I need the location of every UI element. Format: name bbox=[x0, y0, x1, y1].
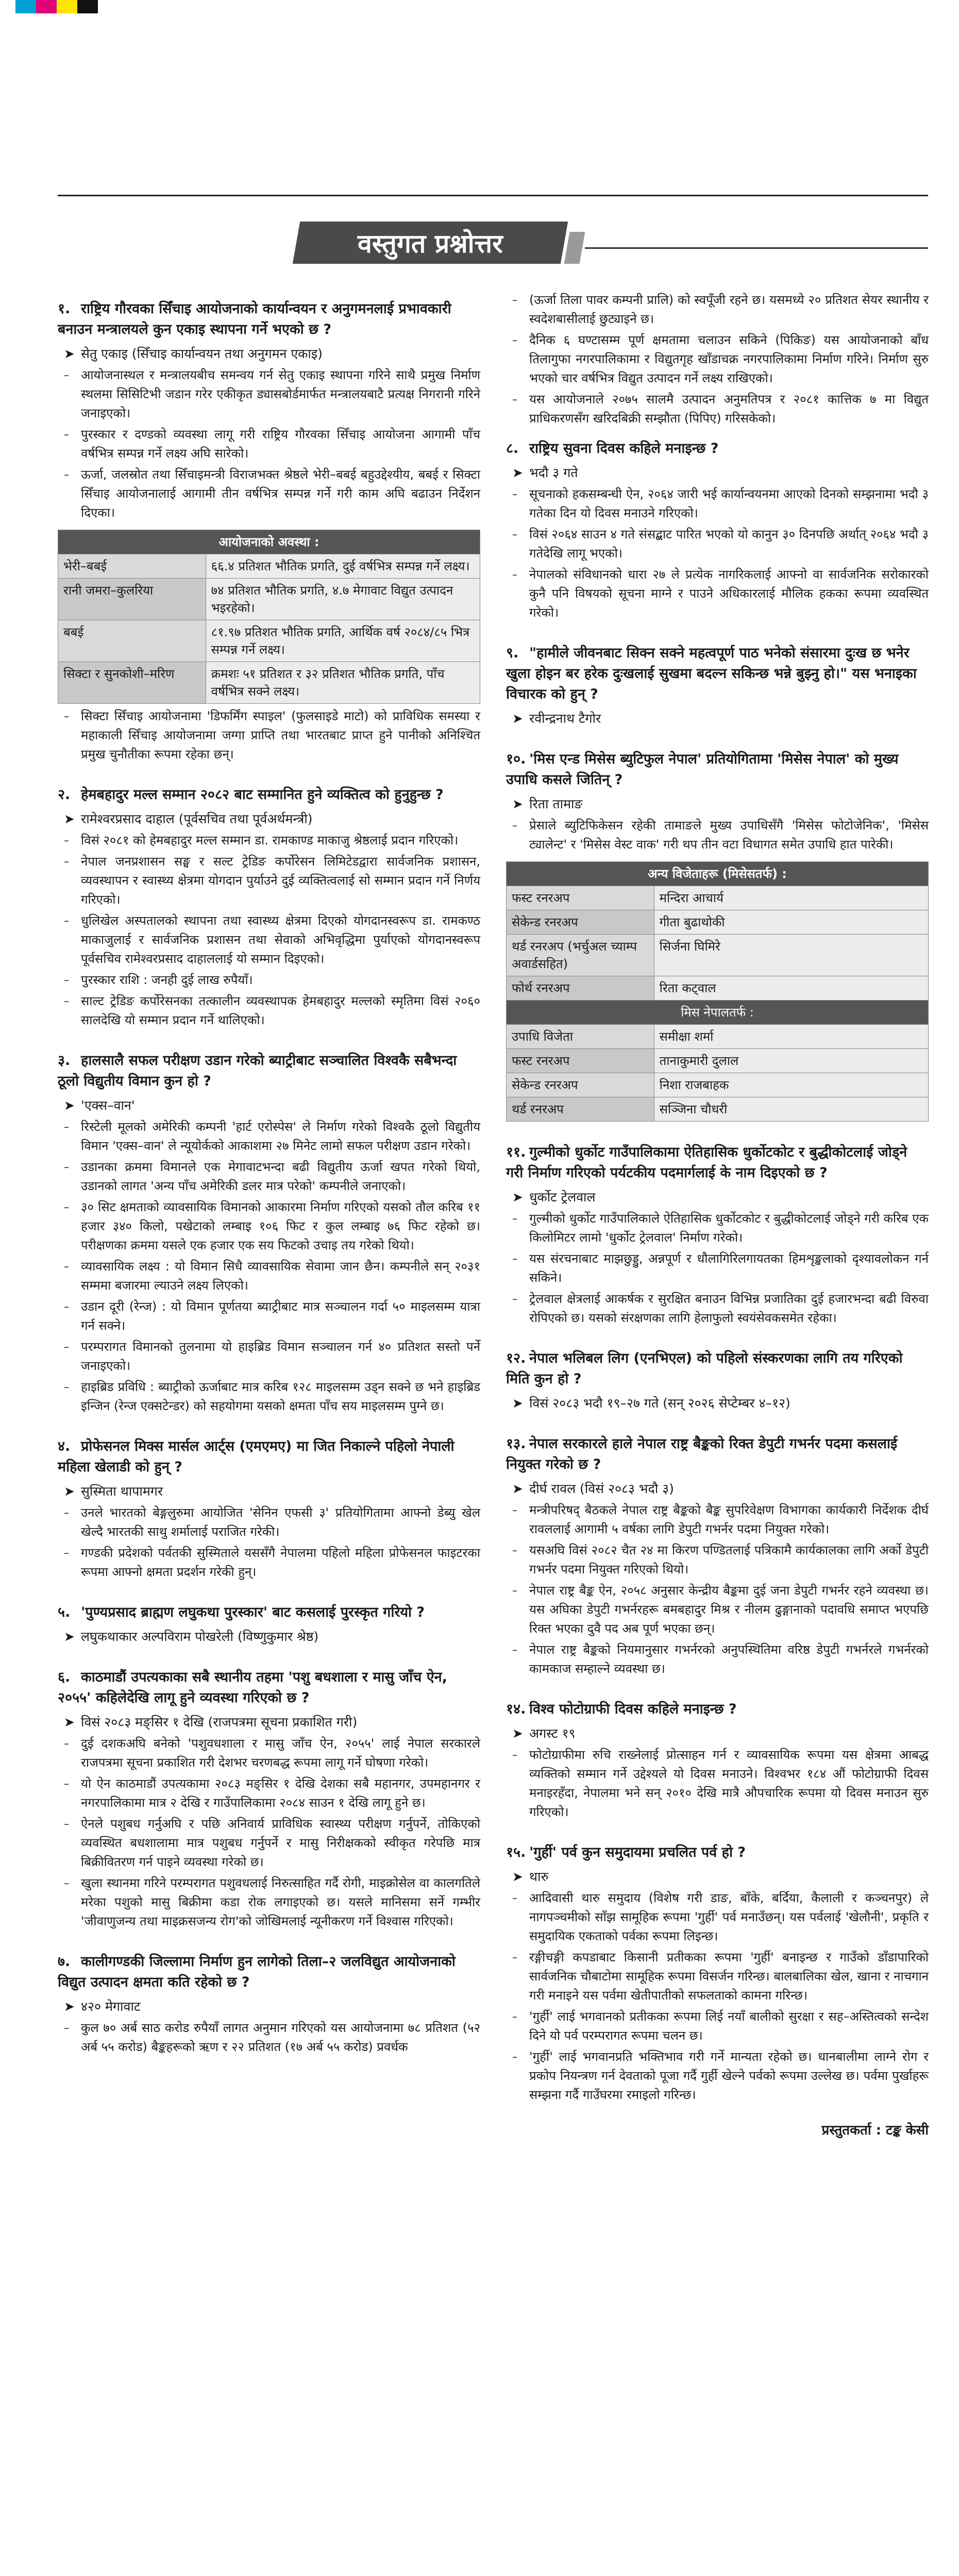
bullet-marker: – bbox=[64, 710, 69, 722]
table-cell-name: सेकेन्ड रनरअप bbox=[507, 910, 654, 935]
table-cell-value: सञ्जिना चौधरी bbox=[654, 1097, 928, 1122]
bullet-text: नेपाल राष्ट्र बैङ्कको नियमानुसार गभर्नरको अनुपस्थितिमा वरिष्ठ डेपुटी गभर्नरले गभर्नरको कामकाज सम्हाल्ने व्यवस्था छ। bbox=[529, 1642, 929, 1676]
bullet-point bbox=[506, 331, 929, 388]
question bbox=[58, 1436, 480, 1478]
bullet-point bbox=[506, 1581, 929, 1638]
answer bbox=[58, 1627, 480, 1647]
answer-text: थारु bbox=[529, 1869, 549, 1884]
answer-text: 'एक्स–वान' bbox=[81, 1098, 135, 1113]
bullet-marker: – bbox=[64, 1341, 69, 1353]
bullet-point bbox=[58, 1815, 480, 1872]
bullet-point bbox=[58, 707, 480, 764]
bullet-point bbox=[58, 366, 480, 423]
bullet-text: उनले भारतको बेङ्गलुरुमा आयोजित 'सेनिन एफसी ३' प्रतियोगितामा आफ्नो डेब्यु खेल खेल्दै भारतकी साथु शर्मालाई पराजित गरेकी। bbox=[81, 1505, 480, 1539]
bullet-marker: – bbox=[512, 1892, 517, 1904]
bullet-text: ३० सिट क्षमताको व्यावसायिक विमानको आकारमा निर्माण गरिएको यसको तौल करिब ११ हजार ३४० किलो, पखेटाको लम्बाइ १०६ फिट र कुल लम्बाइ ७६ फिट रहेको छ। परीक्षणका क्रममा यसले एक हजार एक सय फिटको उचाइ तय गरेको थियो। bbox=[81, 1200, 480, 1252]
question-text: "हामीले जीवनबाट सिक्न सक्ने महत्वपूर्ण पाठ भनेको संसारमा दुःख छ भनेर खुला होइन बर हरेक दुःखलाई सुखमा बदल्न सकिन्छ भन्ने बुझ्नु हो।" यस भनाइका विचारक को हुन् ? bbox=[506, 645, 917, 702]
question bbox=[506, 1699, 929, 1720]
table-cell-name: रानी जमरा–कुलरिया bbox=[58, 579, 206, 620]
answer bbox=[58, 344, 480, 364]
question-text: गुल्मीको धुर्कोट गाउँपालिकामा ऐतिहासिक धुर्कोटकोट र बुद्धीकोटलाई जोड्ने गरी निर्माण गरिएको पर्यटकीय पदमार्गलाई के नाम दिइएको छ ? bbox=[506, 1144, 907, 1181]
right-column bbox=[506, 289, 929, 2139]
bullet-text: रिस्टेली मूलको अमेरिकी कम्पनी 'हार्ट एरोस्पेस' ले निर्माण गरेको विश्वकै ठूलो विद्युतीय विमान 'एक्स–वान' ले न्यूयोर्कको आकाशमा २७ मिनेट लामो सफल परीक्षण उडान गरेको। bbox=[81, 1120, 480, 1153]
content-columns bbox=[58, 289, 929, 2139]
answer bbox=[506, 794, 929, 814]
answer-text: अगस्ट १९ bbox=[529, 1726, 576, 1741]
answer-arrow-icon: ➤ bbox=[64, 811, 75, 826]
bullet-text: गण्डकी प्रदेशको पर्वतकी सुस्मिताले यससँगै नेपालमा पहिलो महिला प्रोफेसनल फाइटरका रूपमा आफ्नो क्षमता प्रदर्शन गरेकी हुन्। bbox=[81, 1546, 480, 1579]
answer-text: लघुकथाकार अल्पविराम पोखरेली (विष्णुकुमार श्रेष्ठ) bbox=[81, 1629, 319, 1644]
table-row bbox=[58, 620, 480, 662]
bullet-marker: – bbox=[64, 1121, 69, 1133]
answer-text: विसं २०८३ मङ्सिर १ देखि (राजपत्रमा सूचना प्रकाशित गरी) bbox=[81, 1715, 358, 1730]
answer-arrow-icon: ➤ bbox=[64, 1999, 75, 2014]
bullet-point bbox=[58, 852, 480, 909]
banner-title: वस्तुगत प्रश्नोत्तर bbox=[358, 228, 503, 259]
bullet-marker: – bbox=[64, 468, 69, 481]
table-row bbox=[507, 1097, 929, 1122]
table-cell-name: सेकेन्ड रनरअप bbox=[507, 1073, 654, 1097]
answer bbox=[506, 1188, 929, 1207]
registration-strip-top bbox=[15, 0, 98, 13]
bullet-text: खुला स्थानमा गरिने परम्परागत पशुवधलाई निरुत्साहित गर्दै रोगी, माइक्रोसेल वा कालगतिले मरेका पशुको मासु बिक्रीमा कडा रोक लगाइएको छ। यसले मानिसमा सर्ने गम्भीर 'जीवाणुजन्य तथा माइक्रसजन्य रोग'को जोखिमलाई न्यूनीकरण गर्ने विश्वास गरिएको। bbox=[81, 1876, 480, 1928]
credit-line: प्रस्तुतकर्ता : टङ्क केसी bbox=[821, 2123, 929, 2138]
bullet-marker: – bbox=[64, 995, 69, 1007]
question-text: नेपाल सरकारले हाले नेपाल राष्ट्र बैङ्कको रिक्त डेपुटी गभर्नर पदमा कसलाई नियुक्त गरेको छ ? bbox=[506, 1436, 898, 1472]
question bbox=[58, 785, 480, 805]
answer-arrow-icon: ➤ bbox=[512, 1726, 523, 1741]
bullet-point bbox=[506, 485, 929, 523]
bullet-point bbox=[506, 291, 929, 329]
question bbox=[58, 1602, 480, 1623]
answer bbox=[58, 1482, 480, 1501]
answer-arrow-icon: ➤ bbox=[64, 1629, 75, 1644]
table-cell-value: गीता बुढाथोकी bbox=[654, 910, 928, 935]
bullet-marker: – bbox=[512, 1951, 517, 1963]
bullet-point bbox=[58, 1158, 480, 1196]
question-number: ११. bbox=[506, 1144, 526, 1160]
bullet-marker: – bbox=[512, 1749, 517, 1761]
bullet-marker: – bbox=[512, 393, 517, 405]
table-row bbox=[507, 886, 929, 910]
bullet-text: ऐनले पशुबध गर्नुअघि र पछि अनिवार्य प्राविधिक स्वास्थ्य परीक्षण गर्नुपर्ने, तोकिएको व्यवस्थित बधशालामा मात्र पशुबध गर्नुपर्ने र मासु निरीक्षकको स्वीकृत गरेपछि मात्र बिक्रीवितरण गर्न पाइने व्यवस्था गरेको छ। bbox=[81, 1817, 480, 1869]
bullet-text: हाइब्रिड प्रविधि : ब्याट्रीको ऊर्जाबाट मात्र करिब १२८ माइलसम्म उड्न सक्ने छ भने हाइब्रिड इन्जिन (रेन्ज एक्सटेन्डर) को सहयोगमा यसको क्षमता पाँच सय माइलसम्म पुग्ने छ। bbox=[81, 1380, 480, 1413]
table-cell-value: समीक्षा शर्मा bbox=[654, 1025, 928, 1049]
bullet-text: नेपाल जनप्रशासन सङ्घ र सल्ट ट्रेडिङ कर्पोरेसन लिमिटेडद्वारा सार्वजनिक प्रशासन, व्यवस्थापन र स्वास्थ्य क्षेत्रमा योगदान पुर्याउने दुई व्यक्तित्वलाई सो सम्मान प्रदान गर्ने निर्णय गरिएको। bbox=[81, 854, 480, 907]
question bbox=[506, 1842, 929, 1863]
banner-wing bbox=[564, 232, 585, 264]
question bbox=[58, 299, 480, 340]
bullet-point bbox=[506, 1541, 929, 1579]
question-number: १४. bbox=[506, 1701, 526, 1717]
answer-text: सुस्मिता थापामगर bbox=[81, 1484, 163, 1499]
bullet-marker: – bbox=[64, 1818, 69, 1830]
bullet-text: 'गुर्ही' लाई भगवानको प्रतीकका रूपमा लिई नयाँ बालीको सुरक्षा र सह–अस्तित्वको सन्देश दिने यो पर्व परम्परागत रूपमा चलन छ। bbox=[529, 2009, 929, 2043]
table-cell-name: बबई bbox=[58, 620, 206, 662]
bullet-text: मन्त्रीपरिषद् बैठकले नेपाल राष्ट्र बैङ्कको बैङ्क सुपरिवेक्षण विभागका कार्यकारी निर्देशक दीर्घ रावललाई आगामी ५ वर्षका लागि डेपुटी गभर्नर पदमा नियुक्त गरेको। bbox=[529, 1503, 929, 1536]
bullet-marker: – bbox=[64, 974, 69, 986]
bullet-point bbox=[58, 1117, 480, 1156]
bullet-marker: – bbox=[512, 819, 517, 832]
bullet-point bbox=[58, 2019, 480, 2057]
table-header: अन्य विजेताहरू (मिसेसतर्फ) : bbox=[507, 862, 929, 886]
bullet-marker: – bbox=[512, 1293, 517, 1305]
answer bbox=[58, 1096, 480, 1115]
question bbox=[58, 1050, 480, 1092]
answer-text: रामेश्वरप्रसाद दाहाल (पूर्वसचिव तथा पूर्वअर्थमन्त्री) bbox=[81, 811, 313, 826]
answer-arrow-icon: ➤ bbox=[512, 1396, 523, 1411]
answer bbox=[506, 1479, 929, 1499]
answer-text: रिता तामाङ bbox=[529, 796, 583, 811]
question bbox=[506, 438, 929, 459]
bullet-marker: – bbox=[64, 855, 69, 868]
bullet-point bbox=[58, 971, 480, 990]
question bbox=[58, 1667, 480, 1708]
bullet-marker: – bbox=[64, 2022, 69, 2034]
bullet-marker: – bbox=[512, 294, 517, 306]
section-banner bbox=[293, 222, 568, 264]
bullet-point bbox=[506, 1209, 929, 1247]
bullet-marker: – bbox=[64, 1201, 69, 1213]
table-cell-value: ६६.४ प्रतिशत भौतिक प्रगति, दुई वर्षभित्र सम्पन्न गर्ने लक्ष्य। bbox=[206, 554, 480, 579]
bullet-text: कुल ७० अर्ब साठ करोड रुपैयाँ लागत अनुमान गरिएको यस आयोजनामा ७८ प्रतिशत (५२ अर्ब ५५ करोड) बैङ्कहरूको ऋण र २२ प्रतिशत (१७ अर्ब ५५ करोड) प्रवर्धक bbox=[81, 2021, 480, 2054]
bullet-point bbox=[58, 465, 480, 522]
bullet-point bbox=[506, 1290, 929, 1328]
table-subheader: मिस नेपालतर्फ : bbox=[507, 1001, 929, 1025]
bullet-point bbox=[58, 911, 480, 969]
bullet-text: यस संरचनाबाट माझछुड्डु, अन्नपूर्ण र धौलागिरिलगायतका हिमशृङ्खलाको दृश्यावलोकन गर्न सकिने। bbox=[529, 1251, 929, 1285]
question-text: नेपाल भलिबल लिग (एनभिएल) को पहिलो संस्करणका लागि तय गरिएको मिति कुन हो ? bbox=[506, 1350, 903, 1387]
answer-arrow-icon: ➤ bbox=[512, 465, 523, 480]
bullet-text: ट्रेलवाल क्षेत्रलाई आकर्षक र सुरक्षित बनाउन विभिन्न प्रजातिका दुई हजारभन्दा बढी विरुवा रोपिएको छ। यसको संरक्षणका लागि हेलाफुलो स्वयंसेवकसमेत रहेका। bbox=[529, 1292, 929, 1325]
answer-text: दीर्घ रावल (विसं २०८३ भदौ ३) bbox=[529, 1481, 674, 1496]
question bbox=[58, 1952, 480, 1993]
bullet-text: पुरस्कार राशि : जनही दुई लाख रुपैयाँ। bbox=[81, 973, 253, 987]
bullet-point bbox=[506, 1889, 929, 1946]
question-text: 'पुण्यप्रसाद ब्राह्मण लघुकथा पुरस्कार' बाट कसलाई पुरस्कृत गरियो ? bbox=[81, 1604, 425, 1620]
bullet-text: उडान दूरी (रेन्ज) : यो विमान पूर्णतया ब्याट्रीबाट मात्र सञ्चालन गर्दा ५० माइलसम्म यात्रा गर्न सक्ने। bbox=[81, 1299, 480, 1333]
bullet-text: यो ऐन काठमाडौं उपत्यकामा २०८३ मङ्सिर १ देखि देशका सबै महानगर, उपमहानगर र नगरपालिकामा मात्र २ देखि र गाउँपालिकामा २०८४ साउन १ देखि लागू हुने छ। bbox=[81, 1776, 480, 1810]
bullet-point bbox=[506, 1501, 929, 1539]
bullet-marker: – bbox=[64, 428, 69, 440]
bullet-point bbox=[58, 1198, 480, 1255]
question-text: हेमबहादुर मल्ल सम्मान २०८२ बाट सम्मानित हुने व्यक्तित्व को हुनुहुन्छ ? bbox=[81, 787, 444, 803]
table-cell-value: ७४ प्रतिशत भौतिक प्रगति, ४.७ मेगावाट विद्युत उत्पादन भइरहेको। bbox=[206, 579, 480, 620]
banner-line bbox=[585, 247, 928, 249]
table-cell-value: निशा राजबाहक bbox=[654, 1073, 928, 1097]
bullet-text: साल्ट ट्रेडिङ कर्पोरेसनका तत्कालीन व्यवस्थापक हेमबहादुर मल्लको स्मृतिमा विसं २०६० सालदेखि यो सम्मान प्रदान गर्ने थालिएको। bbox=[81, 994, 480, 1027]
answer-arrow-icon: ➤ bbox=[64, 1484, 75, 1499]
bullet-marker: – bbox=[64, 1547, 69, 1559]
answer bbox=[506, 1394, 929, 1413]
bullet-text: यसअघि विसं २०८२ चैत २४ मा किरण पण्डितलाई पत्रिकामै कार्यकालका लागि अर्को डेपुटी गभर्नर पदमा नियुक्त गरिएको थियो। bbox=[529, 1543, 929, 1577]
bullet-point bbox=[506, 390, 929, 428]
question-number: १. bbox=[58, 301, 71, 317]
table-row bbox=[507, 935, 929, 976]
answer bbox=[506, 463, 929, 483]
info-table bbox=[58, 530, 480, 704]
answer-arrow-icon: ➤ bbox=[64, 1098, 75, 1113]
top-rule bbox=[58, 195, 928, 196]
bullet-marker: – bbox=[64, 1161, 69, 1173]
bullet-marker: – bbox=[64, 1381, 69, 1393]
question-number: २. bbox=[58, 787, 71, 803]
question-number: १२. bbox=[506, 1350, 526, 1366]
bullet-marker: – bbox=[512, 1643, 517, 1656]
table-cell-value: मन्दिरा आचार्य bbox=[654, 886, 928, 910]
table-row bbox=[507, 1025, 929, 1049]
bullet-marker: – bbox=[512, 1544, 517, 1556]
table-cell-value: ८१.९७ प्रतिशत भौतिक प्रगति, आर्थिक वर्ष २०८४/८५ भित्र सम्पन्न गर्ने लक्ष्य। bbox=[206, 620, 480, 662]
question bbox=[506, 1348, 929, 1389]
table-cell-name: फस्ट रनरअप bbox=[507, 1049, 654, 1073]
table-cell-name: फोर्थ रनरअप bbox=[507, 976, 654, 1001]
bullet-point bbox=[58, 831, 480, 850]
right-questions bbox=[506, 438, 929, 2105]
bullet-point bbox=[506, 1249, 929, 1287]
left-column bbox=[58, 289, 480, 2139]
answer-arrow-icon: ➤ bbox=[512, 711, 523, 726]
table-row bbox=[507, 976, 929, 1001]
bullet-text: परम्परागत विमानको तुलनामा यो हाइब्रिड विमान सञ्चालन गर्न ४० प्रतिशत सस्तो पर्ने जनाइएको। bbox=[81, 1340, 480, 1373]
answer-text: धुर्कोट ट्रेलवाल bbox=[529, 1190, 596, 1205]
bullet-point bbox=[506, 2047, 929, 2105]
bullet-marker: – bbox=[64, 914, 69, 927]
answer-arrow-icon: ➤ bbox=[64, 1715, 75, 1730]
answer-arrow-icon: ➤ bbox=[64, 346, 75, 361]
answer bbox=[506, 709, 929, 728]
question-text: राष्ट्रिय सुवना दिवस कहिले मनाइन्छ ? bbox=[529, 440, 719, 456]
question-number: १०. bbox=[506, 751, 526, 767]
question-number: ३. bbox=[58, 1053, 71, 1069]
bullet-point bbox=[58, 1503, 480, 1541]
table-cell-value: रिता कट्‍वाल bbox=[654, 976, 928, 1001]
table-header: आयोजनाको अवस्था : bbox=[58, 530, 480, 554]
question bbox=[506, 1142, 929, 1183]
table-cell-name: थर्ड रनरअप (भर्चुअल च्याम्प अवार्डसहित) bbox=[507, 935, 654, 976]
table-cell-name: उपाधि विजेता bbox=[507, 1025, 654, 1049]
bullet-text: रङ्गीचङ्गी कपडाबाट किसानी प्रतीकका रूपमा 'गुर्ही' बनाइन्छ र गाउँको डाँडापारिको सार्वजनिक चौबाटोमा सामूहिक रूपमा विसर्जन गरिन्छ। बालबालिका खेल, खाना र नाचगान गरी मनाइने यस पर्वमा खेतीपातीको सफलताको कामना गरिन्छ। bbox=[529, 1950, 929, 2003]
table-row bbox=[58, 662, 480, 704]
bullet-text: आदिवासी थारु समुदाय (विशेष गरी डाङ, बाँके, बर्दिया, कैलाली र कञ्चनपुर) ले नागपञ्चमीको साँझ सामूहिक रूपमा 'गुर्ही' पर्व मनाउँछन्। यस पर्वलाई 'खेलौनी', प्रकृति र समुदायिक एकताको पर्वका रूपमा लिइन्छ। bbox=[529, 1891, 929, 1943]
answer bbox=[506, 1867, 929, 1887]
table-cell-name: भेरी–बबई bbox=[58, 554, 206, 579]
question-text: हालसालै सफल परीक्षण उडान गरेको ब्याट्रीबाट सञ्चालित विश्वकै सबैभन्दा ठूलो विद्युतीय विमान कुन हो ? bbox=[58, 1053, 457, 1089]
question-number: ९. bbox=[506, 645, 519, 661]
bullet-text: प्रेसाले ब्युटिफिकेसन रहेकी तामाङले मुख्य उपाधिसँगै 'मिसेस फोटोजेनिक', 'मिसेस ट्यालेन्ट' र 'मिसेस वेस्ट वाक' गरी थप तीन वटा विधागत समेत उपाधि हात पारेकी। bbox=[529, 818, 929, 852]
bullet-marker: – bbox=[512, 1504, 517, 1516]
bullet-point bbox=[58, 1297, 480, 1335]
answer bbox=[58, 809, 480, 829]
bullet-point bbox=[506, 1948, 929, 2005]
table-cell-value: सिर्जना घिमिरे bbox=[654, 935, 928, 976]
bullet-text: (ऊर्जा तिला पावर कम्पनी प्रालि) को स्वपूँजी रहने छ। यसमध्ये २० प्रतिशत सेयर स्थानीय र स्वदेशबासीलाई छुट्याइने छ। bbox=[529, 293, 929, 326]
bullet-point bbox=[58, 992, 480, 1030]
bullet-point bbox=[58, 1378, 480, 1416]
answer-text: विसं २०८३ भदौ १९–२७ गते (सन् २०२६ सेप्टेम्बर ४–१२) bbox=[529, 1396, 790, 1411]
bullet-marker: – bbox=[512, 1212, 517, 1225]
bullet-marker: – bbox=[512, 568, 517, 581]
bullet-text: नेपाल राष्ट्र बैङ्क ऐन, २०५८ अनुसार केन्द्रीय बैङ्कमा दुई जना डेपुटी गभर्नर रहने व्यवस्था छ। यस अघिका डेपुटी गभर्नरहरू बमबहादुर मिश्र र नीलम ढुङ्गानाको पदावधि समाप्त भएपछि रिक्त भएका दुवै पद अब पूर्ण भएका छन्। bbox=[529, 1583, 929, 1636]
bullet-text: 'गुर्ही' लाई भगवानप्रति भक्तिभाव गरी गर्ने मान्यता रहेको छ। धानबालीमा लाग्ने रोग र प्रकोप नियन्त्रण गर्न देवताको पूजा गर्दै गुर्ही खेल्ने पर्वको रूपमा उल्लेख छ। पर्वमा पुर्खाहरू सम्झना गर्दै गाउँघरमा रमाइलो गरिन्छ। bbox=[529, 2049, 929, 2102]
question bbox=[506, 1434, 929, 1475]
table-row bbox=[507, 910, 929, 935]
bullet-point bbox=[58, 1774, 480, 1812]
info-table bbox=[506, 861, 929, 1122]
bullet-marker: – bbox=[512, 334, 517, 346]
question-text: 'गुर्ही' पर्व कुन समुदायमा प्रचलित पर्व हो ? bbox=[529, 1844, 746, 1860]
bullet-point bbox=[506, 816, 929, 854]
question bbox=[506, 749, 929, 790]
bullet-point bbox=[506, 1745, 929, 1822]
bullet-marker: – bbox=[512, 1584, 517, 1597]
bullet-text: नेपालको संविधानको धारा २७ ले प्रत्येक नागरिकलाई आफ्नो वा सार्वजनिक सरोकारको कुनै पनि विषयको सूचना माग्ने र पाउने अधिकारलाई मौलिक हकका रूपमा व्यवस्थित गरेको। bbox=[529, 567, 929, 620]
bullet-point bbox=[58, 1257, 480, 1295]
table-cell-name: सिक्टा र सुनकोशी–मरिण bbox=[58, 662, 206, 704]
answer bbox=[506, 1724, 929, 1743]
bullet-point bbox=[506, 565, 929, 622]
answer-arrow-icon: ➤ bbox=[512, 796, 523, 811]
question-number: ६. bbox=[58, 1669, 71, 1685]
answer-arrow-icon: ➤ bbox=[512, 1869, 523, 1884]
answer-text: ४२० मेगावाट bbox=[81, 1999, 141, 2014]
bullet-marker: – bbox=[64, 1777, 69, 1790]
bullet-text: पुरस्कार र दण्डको व्यवस्था लागू गरी राष्ट्रिय गौरवका सिँचाइ आयोजना आगामी पाँच वर्षभित्र सम्पन्न गर्ने लक्ष्य अघि सारेको। bbox=[81, 427, 480, 461]
bullet-point bbox=[506, 1640, 929, 1679]
bullet-text: गुल्मीको धुर्कोट गाउँपालिकाले ऐतिहासिक धुर्कोटकोट र बुद्धीकोटलाई जोड्ने गरी करिब एक किलोमिटर लामो 'धुर्कोट ट्रेलवाल' निर्माण गरेको। bbox=[529, 1211, 929, 1245]
bullet-point bbox=[506, 2007, 929, 2045]
bullet-point bbox=[58, 1734, 480, 1772]
bullet-text: उडानका क्रममा विमानले एक मेगावाटभन्दा बढी विद्युतीय ऊर्जा खपत गरेको थियो, उडानको लागत 'अन्य पाँच अमेरिकी डलर मात्र परेको' कम्पनीले जनाएको। bbox=[81, 1160, 480, 1193]
bullet-point bbox=[506, 525, 929, 563]
table-row bbox=[507, 1049, 929, 1073]
continuation-block bbox=[506, 291, 929, 428]
bullet-marker: – bbox=[512, 2050, 517, 2063]
question-number: ५. bbox=[58, 1604, 71, 1620]
answer bbox=[58, 1713, 480, 1732]
question-number: ७. bbox=[58, 1954, 71, 1970]
bullet-text: व्यावसायिक लक्ष्य : यो विमान सिधै व्यावसायिक सेवामा जान छैन। कम्पनीले सन् २०३१ सम्ममा बजारमा ल्याउने लक्ष्य लिएको। bbox=[81, 1259, 480, 1293]
answer-arrow-icon: ➤ bbox=[512, 1481, 523, 1496]
question-number: १५. bbox=[506, 1844, 526, 1860]
bullet-marker: – bbox=[64, 1260, 69, 1273]
question-number: ८. bbox=[506, 440, 519, 456]
answer bbox=[58, 1997, 480, 2016]
bullet-marker: – bbox=[64, 1300, 69, 1313]
bullet-marker: – bbox=[512, 528, 517, 540]
question-number: १३. bbox=[506, 1436, 526, 1452]
bullet-text: दुई दशकअघि बनेको 'पशुवधशाला र मासु जाँच ऐन, २०५५' लाई नेपाल सरकारले राजपत्रमा सूचना प्रकाशित गरी देशभर चरणबद्ध रूपमा लागू गर्ने घोषणा गरेको। bbox=[81, 1736, 480, 1770]
table-cell-value: तानाकुमारी दुलाल bbox=[654, 1049, 928, 1073]
bullet-text: यस आयोजनाले २०७५ सालमै उत्पादन अनुमतिपत्र र २०८१ कात्तिक ७ मा विद्युत प्राधिकरणसँग खरिदबिक्री सम्झौता (पिपिए) गरिसकेको। bbox=[529, 392, 929, 426]
bullet-marker: – bbox=[64, 1506, 69, 1519]
bullet-text: फोटोग्राफीमा रुचि राख्नेलाई प्रोत्साहन गर्न र व्यावसायिक रूपमा यस क्षेत्रमा आबद्ध व्यक्तिको सम्मान गर्ने उद्देश्यले यो दिवस मनाउने। विश्वभर १८४ औं फोटोग्राफी दिवस मनाइरहँदा, नेपालमा भने सन् २०१० देखि मात्रै औपचारिक रूपमा यो दिवस मनाउन सुरु गरिएको। bbox=[529, 1748, 929, 1819]
bullet-marker: – bbox=[64, 834, 69, 846]
bullet-text: सूचनाको हकसम्बन्धी ऐन, २०६४ जारी भई कार्यान्वयनमा आएको दिनको सम्झनामा भदौ ३ गतेका दिन यो दिवस मनाउने गरिएको। bbox=[529, 487, 929, 520]
bullet-marker: – bbox=[64, 1737, 69, 1750]
bullet-marker: – bbox=[512, 488, 517, 500]
question bbox=[506, 643, 929, 705]
bullet-text: आयोजनास्थल र मन्त्रालयबीच समन्वय गर्न सेतु एकाइ स्थापना गरिने साथै प्रमुख निर्माण स्थलमा सिसिटिभी जडान गरेर एकीकृत ड्यासबोर्डमार्फत मन्त्रालयबाटै प्रत्यक्ष निगरानी गरिने जनाइएको। bbox=[81, 368, 480, 420]
bullet-text: विसं २०८१ को हेमबहादुर मल्ल सम्मान डा. रामकाण्ड माकाजु श्रेष्ठलाई प्रदान गरिएको। bbox=[81, 833, 459, 848]
bullet-point bbox=[58, 1544, 480, 1582]
bullet-point bbox=[58, 1337, 480, 1376]
table-cell-name: थर्ड रनरअप bbox=[507, 1097, 654, 1122]
answer-text: रवीन्द्रनाथ टैगोर bbox=[529, 711, 601, 726]
question-text: विश्व फोटोग्राफी दिवस कहिले मनाइन्छ ? bbox=[529, 1701, 737, 1717]
question-text: कालीगण्डकी जिल्लामा निर्माण हुन लागेको तिला–२ जलविद्युत आयोजनाको विद्युत उत्पादन क्षमता कति रहेको छ ? bbox=[58, 1954, 456, 1990]
table-cell-name: फस्ट रनरअप bbox=[507, 886, 654, 910]
bullet-text: धुलिखेल अस्पतालको स्थापना तथा स्वास्थ्य क्षेत्रमा दिएको योगदानस्वरूप डा. रामकण्ठ माकाजुलाई र सार्वजनिक प्रशासन तथा सेवाको अभिवृद्धिमा पुर्याएको योगदानस्वरूप पूर्वसचिव रामेश्वरप्रसाद दाहाललाई यो सम्मान दिइएको। bbox=[81, 913, 480, 966]
bullet-marker: – bbox=[64, 1877, 69, 1889]
question-text: 'मिस एन्ड मिसेस ब्युटिफुल नेपाल' प्रतियोगितामा 'मिसेस नेपाल' को मुख्य उपाधि कसले जितिन् ? bbox=[506, 751, 899, 788]
bullet-marker: – bbox=[64, 369, 69, 381]
table-row bbox=[507, 1073, 929, 1097]
bullet-text: विसं २०६४ साउन ४ गते संसद्बाट पारित भएको यो कानुन ३० दिनपछि अर्थात् २०६४ भदौ ३ गतेदेखि लागू भएको। bbox=[529, 527, 929, 561]
table-cell-value: क्रमशः ५१ प्रतिशत र ३२ प्रतिशत भौतिक प्रगति, पाँच वर्षभित्र सक्ने लक्ष्य। bbox=[206, 662, 480, 704]
question-text: राष्ट्रिय गौरवका सिँचाइ आयोजनाको कार्यान्वयन र अनुगमनलाई प्रभावकारी बनाउन मन्त्रालयले कुन एकाइ स्थापना गर्ने भएको छ ? bbox=[58, 301, 451, 337]
bullet-text: सिक्टा सिँचाइ आयोजनामा 'डिफर्मिंग स्पाइल' (फुलसाइडे माटो) को प्राविधिक समस्या र महाकाली सिँचाइ आयोजनामा जग्गा प्राप्ति तथा भारतबाट प्राप्त हुने पानीको अनिश्चित प्रमुख चुनौतीका रूपमा रहेका छन्। bbox=[81, 709, 480, 761]
question-number: ४. bbox=[58, 1438, 71, 1454]
bullet-text: ऊर्जा, जलस्रोत तथा सिँचाइमन्त्री विराजभक्त श्रेष्ठले भेरी–बबई बहुउद्देश्यीय, बबई र सिक्टा सिँचाइ आयोजनालाई आगामी तीन वर्षभित्र सम्पन्न गर्ने गरी काम अघि बढाउन निर्देशन दिएका। bbox=[81, 467, 480, 520]
question-text: प्रोफेसनल मिक्स मार्सल आर्ट्स (एमएमए) मा जित निकाल्ने पहिलो नेपाली महिला खेलाडी को हुन् ? bbox=[58, 1438, 455, 1475]
bullet-point bbox=[58, 425, 480, 463]
table-row bbox=[58, 554, 480, 579]
table-row bbox=[58, 579, 480, 620]
bullet-point bbox=[58, 1874, 480, 1931]
question-text: काठमाडौं उपत्यकाका सबै स्थानीय तहमा 'पशु बधशाला र मासु जाँच ऐन, २०५५' कहिलेदेखि लागू हुने व्यवस्था गरिएको छ ? bbox=[58, 1669, 447, 1706]
bullet-marker: – bbox=[512, 2010, 517, 2023]
answer-text: भदौ ३ गते bbox=[529, 465, 578, 480]
bullet-text: दैनिक ६ घण्टासम्म पूर्ण क्षमतामा चलाउन सकिने (पिकिङ) यस आयोजनाको बाँध तिलागुफा नगरपालिकामा र विद्युतगृह खाँडाचक्र नगरपालिकामा निर्माण गरिने। निर्माण सुरु भएको चार वर्षभित्र विद्युत उत्पादन गर्ने लक्ष्य राखिएको। bbox=[529, 333, 929, 385]
answer-text: सेतु एकाइ (सिँचाइ कार्यान्वयन तथा अनुगमन एकाइ) bbox=[81, 346, 323, 361]
bullet-marker: – bbox=[512, 1252, 517, 1265]
answer-arrow-icon: ➤ bbox=[512, 1190, 523, 1205]
